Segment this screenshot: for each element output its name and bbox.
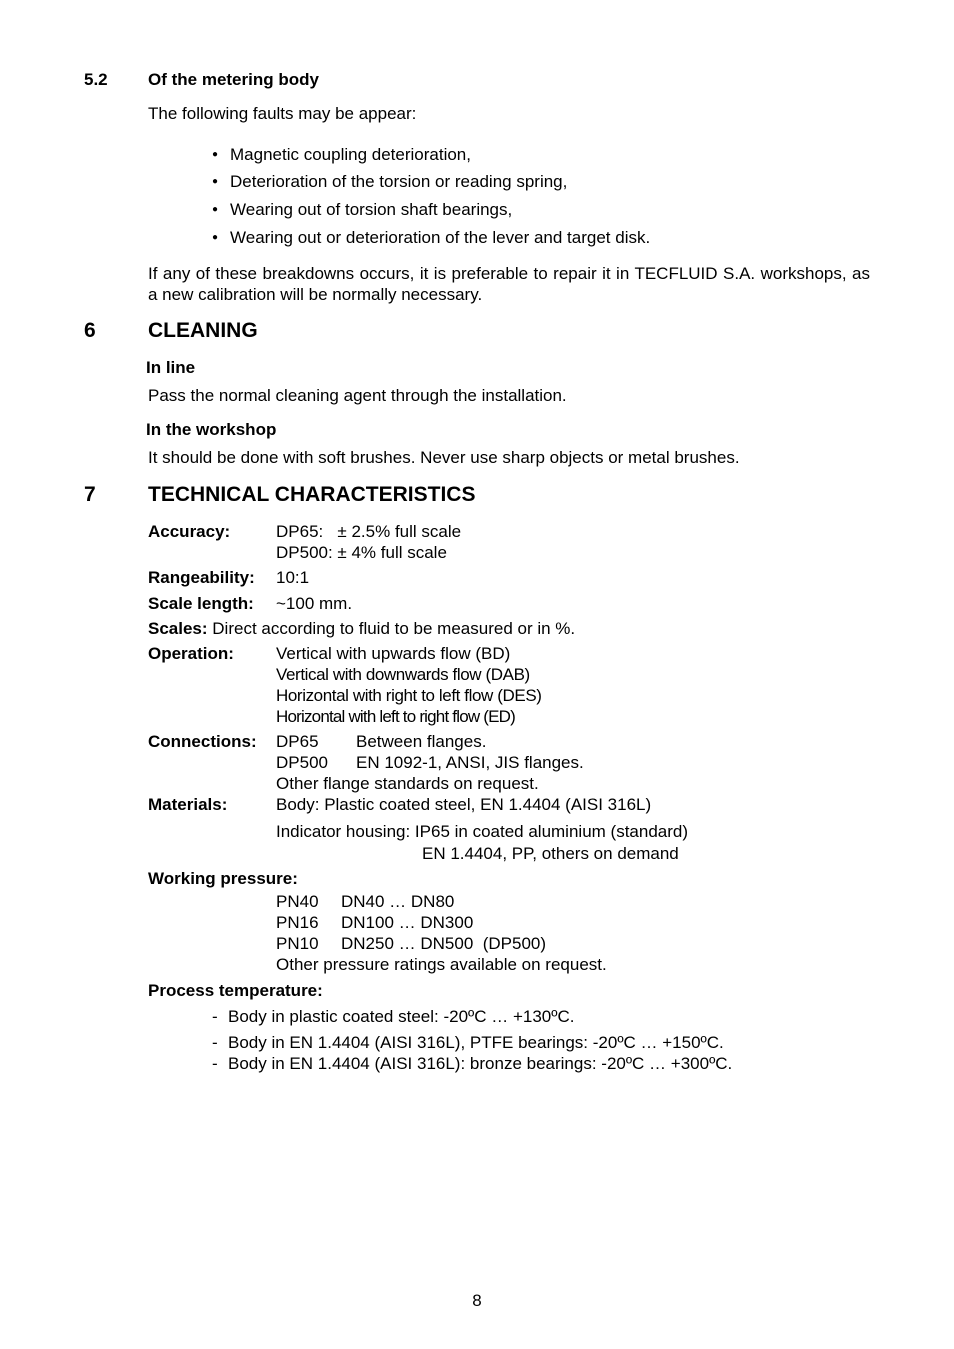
pressure-range: DN40 … DN80 (341, 892, 455, 911)
section-7-number: 7 (84, 483, 96, 506)
inline-text: Pass the normal cleaning agent through the installation. (148, 386, 567, 405)
section-6-title: CLEANING (148, 319, 258, 342)
scales-value: Direct according to fluid to be measured or in %. (212, 619, 576, 638)
temp-dash: - (212, 1054, 218, 1073)
materials-indicator: Indicator housing: IP65 in coated aluminium (standard) (276, 822, 689, 841)
pressure-range: DN100 … DN300 (341, 913, 474, 932)
connections-label: Connections: (148, 732, 257, 751)
section-5-2-intro: The following faults may be appear: (148, 104, 417, 123)
temperature-item: Body in EN 1.4404 (AISI 316L): bronze bearings: -20ºC … +300ºC. (228, 1054, 733, 1073)
workshop-subtitle: In the workshop (146, 420, 277, 439)
materials-body: Body: Plastic coated steel, EN 1.4404 (AISI 316L) (276, 795, 652, 814)
scales-label: Scales: (148, 619, 208, 638)
temp-dash: - (212, 1033, 218, 1052)
accuracy-label: Accuracy: (148, 522, 231, 541)
section-6-number: 6 (84, 319, 96, 342)
temperature-item: Body in plastic coated steel: -20ºC … +130ºC. (228, 1007, 575, 1026)
operation-label: Operation: (148, 644, 234, 663)
operation-item: Vertical with downwards flow (DAB) (276, 665, 530, 684)
scale-length-value: ~100 mm. (276, 594, 353, 613)
connections-dp500-model: DP500 (276, 753, 328, 772)
materials-label: Materials: (148, 795, 228, 814)
connections-dp65-model: DP65 (276, 732, 319, 751)
working-pressure-label: Working pressure: (148, 869, 298, 888)
operation-item: Horizontal with left to right flow (ED) (276, 707, 515, 726)
pressure-other: Other pressure ratings available on request. (276, 955, 607, 974)
operation-item: Horizontal with right to left flow (DES) (276, 686, 542, 705)
scale-length-label: Scale length: (148, 594, 254, 613)
materials-indicator-alt: EN 1.4404, PP, others on demand (422, 844, 679, 863)
operation-item: Vertical with upwards flow (BD) (276, 644, 511, 663)
temp-dash: - (212, 1007, 218, 1026)
accuracy-dp65: DP65: ± 2.5% full scale (276, 522, 462, 541)
fault-list-item: ● Wearing out of torsion shaft bearings, (230, 200, 512, 220)
fault-list-item: ● Magnetic coupling deterioration, (230, 145, 471, 165)
page-number: 8 (472, 1291, 482, 1310)
rangeability-value: 10:1 (276, 568, 310, 587)
fault-list-item: ● Wearing out or deterioration of the lever and target disk. (230, 228, 650, 248)
section-7-title: TECHNICAL CHARACTERISTICS (148, 483, 476, 506)
pressure-pn: PN16 (276, 913, 319, 932)
scales-row (148, 619, 575, 639)
temperature-item: Body in EN 1.4404 (AISI 316L), PTFE bearings: -20ºC … +150ºC. (228, 1033, 724, 1052)
connections-dp500-value: EN 1092-1, ANSI, JIS flanges. (356, 753, 584, 772)
workshop-text: It should be done with soft brushes. Never use sharp objects or metal brushes. (148, 448, 740, 467)
inline-subtitle: In line (146, 358, 196, 377)
section-5-2-number: 5.2 (84, 70, 108, 89)
process-temperature-label: Process temperature: (148, 981, 323, 1000)
accuracy-dp500: DP500: ± 4% full scale (276, 543, 447, 562)
rangeability-label: Rangeability: (148, 568, 255, 587)
section-5-2-title: Of the metering body (148, 70, 319, 89)
fault-list-item: ● Deterioration of the torsion or reading spring, (230, 172, 567, 192)
pressure-pn: PN40 (276, 892, 319, 911)
pressure-range: DN250 … DN500 (DP500) (341, 934, 547, 953)
connections-other: Other flange standards on request. (276, 774, 539, 793)
pressure-pn: PN10 (276, 934, 319, 953)
section-5-2-paragraph: If any of these breakdowns occurs, it is preferable to repair it in TECFLUID S.A. workshops, as a new calibration will be normally necessary. (148, 264, 870, 304)
connections-dp65-value: Between flanges. (356, 732, 487, 751)
